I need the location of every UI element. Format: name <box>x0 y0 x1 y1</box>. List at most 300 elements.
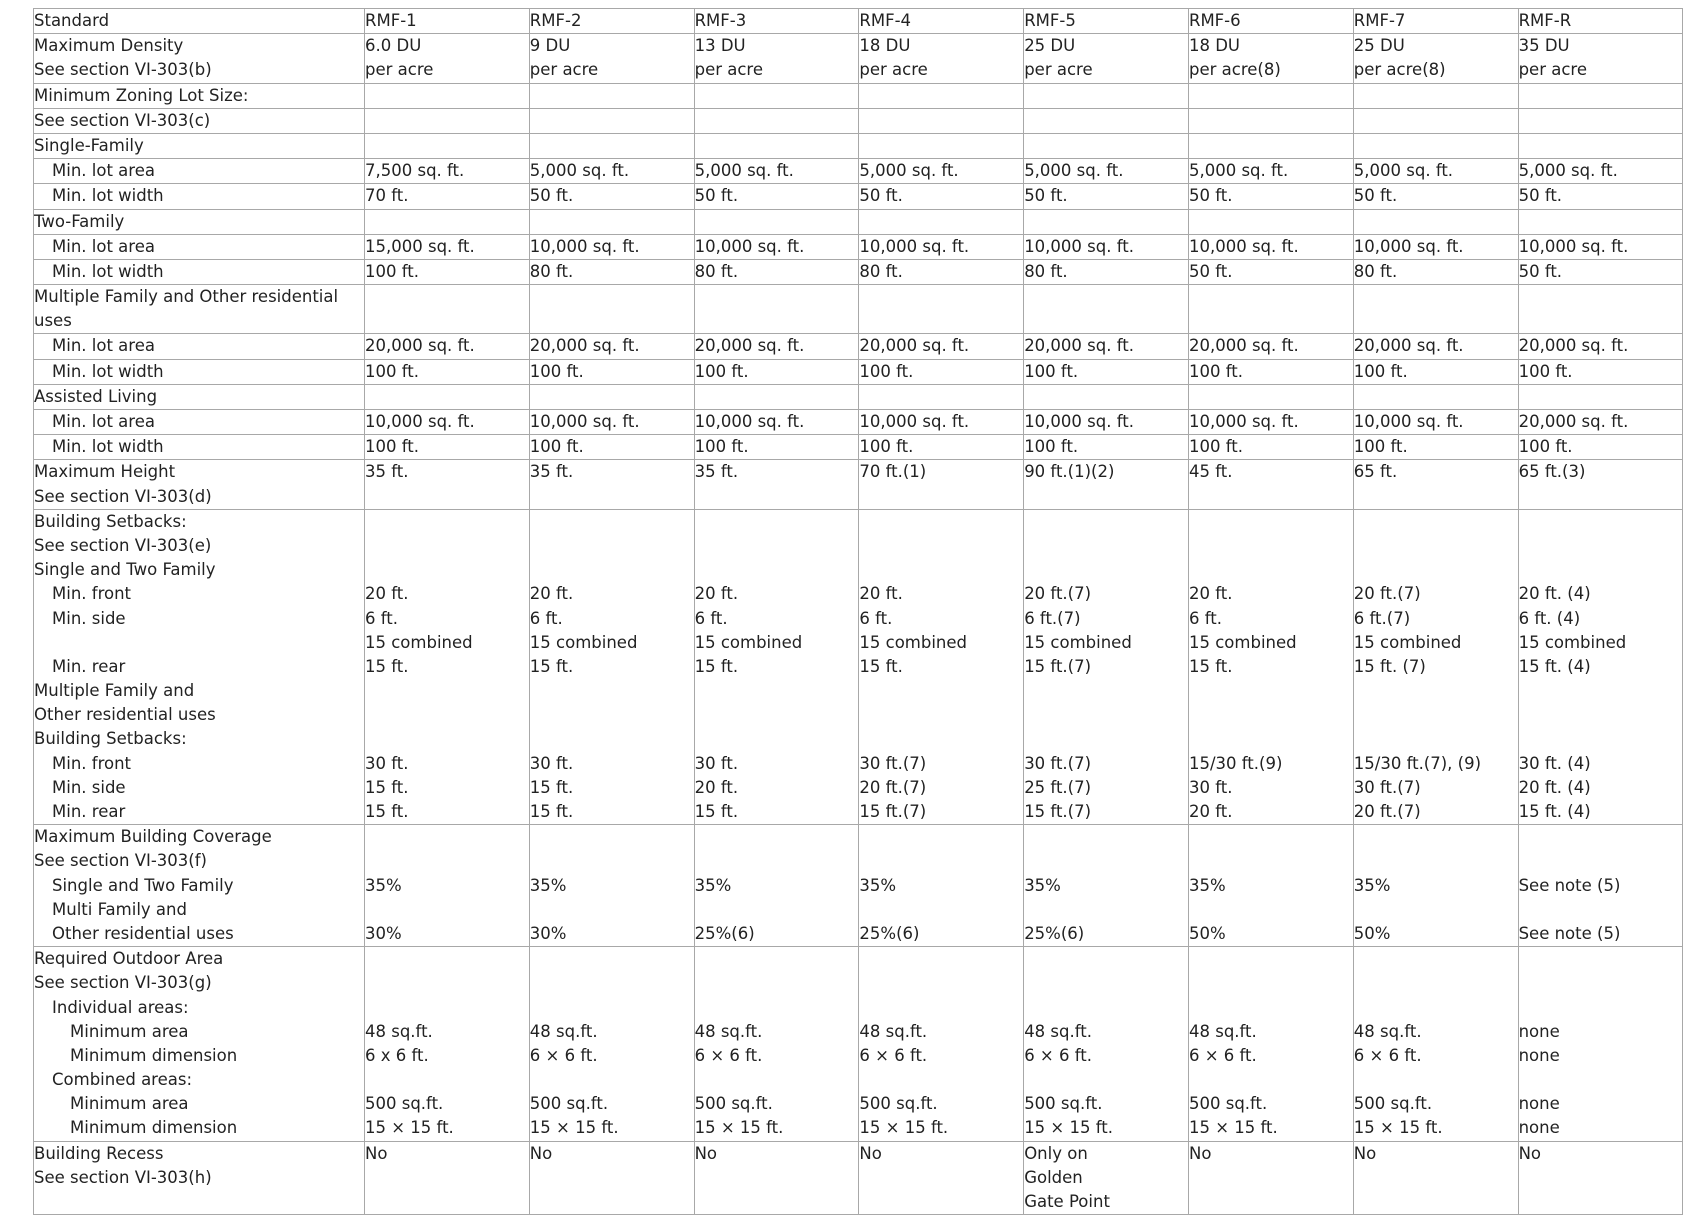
value-cell <box>1188 159 1353 184</box>
value-cell <box>1353 384 1518 409</box>
cell-value <box>859 996 1023 1020</box>
cell-value: 20 ft.(7) <box>1353 802 1421 821</box>
standard-label: uses <box>34 311 72 331</box>
standard-cell <box>34 259 365 284</box>
cell-value: 35% <box>365 875 402 895</box>
cell-value <box>1519 534 1683 558</box>
cell-value: 6 × 6 ft. <box>859 1045 928 1065</box>
cell-value: 48 sq.ft. <box>529 1021 598 1041</box>
cell-value: per acre <box>1024 60 1093 80</box>
cell-value: 48 sq.ft. <box>1353 1021 1422 1041</box>
cell-value: 20 ft. <box>859 584 903 604</box>
cell-value: 15 combined <box>529 632 638 652</box>
table-row <box>34 184 1683 209</box>
value-cell <box>1188 947 1353 1142</box>
value-cell <box>1518 509 1683 824</box>
standard-label <box>34 1190 364 1214</box>
header-zone <box>365 9 530 34</box>
value-cell <box>859 384 1024 409</box>
cell-value: 100 ft. <box>694 437 749 457</box>
cell-value <box>1024 510 1188 534</box>
value-cell <box>529 509 694 824</box>
cell-value: 50 ft. <box>694 186 739 206</box>
value-cell <box>1518 159 1683 184</box>
cell-value <box>1354 898 1518 922</box>
header-label: RMF-5 <box>1024 11 1076 30</box>
standard-label: Combined areas: <box>52 1070 193 1090</box>
standard-label: Min. lot width <box>52 186 164 206</box>
cell-value <box>365 971 529 995</box>
header-zone <box>529 9 694 34</box>
cell-value <box>365 679 529 703</box>
cell-value <box>859 971 1023 995</box>
cell-value <box>859 898 1023 922</box>
value-cell <box>694 259 859 284</box>
cell-value: Only on <box>1024 1143 1088 1163</box>
cell-value: 10,000 sq. ft. <box>1188 412 1299 431</box>
cell-value: 6.0 DU <box>365 36 422 56</box>
value-cell <box>1518 259 1683 284</box>
cell-value: 10,000 sq. ft. <box>1518 236 1629 256</box>
value-cell <box>1518 384 1683 409</box>
cell-value: 100 ft. <box>1518 361 1573 381</box>
value-cell <box>1024 285 1189 334</box>
cell-value: No <box>1518 1143 1542 1163</box>
table-row <box>34 34 1683 83</box>
cell-value <box>859 558 1023 582</box>
cell-value: 10,000 sq. ft. <box>1024 236 1134 256</box>
standard-label: Min. front <box>52 584 132 604</box>
value-cell <box>859 1141 1024 1215</box>
cell-value <box>1354 558 1518 582</box>
value-cell <box>859 159 1024 184</box>
cell-value: none <box>1518 1021 1560 1041</box>
cell-value <box>1189 898 1353 922</box>
cell-value: 25%(6) <box>694 923 755 943</box>
standard-cell <box>34 234 365 259</box>
cell-value <box>859 849 1023 873</box>
cell-value: 6 ft. <box>859 608 893 628</box>
cell-value <box>1519 947 1683 971</box>
table-row <box>34 947 1683 1142</box>
value-cell <box>694 334 859 359</box>
cell-value: none <box>1518 1045 1560 1065</box>
value-cell <box>694 209 859 234</box>
standard-label: See section VI-303(g) <box>34 973 212 993</box>
cell-value: 50 ft. <box>1188 186 1233 206</box>
standard-label: Min. lot area <box>52 161 155 181</box>
cell-value <box>695 534 859 558</box>
cell-value: 6 ft. <box>694 608 728 628</box>
cell-value: 15 ft. (4) <box>1518 656 1591 676</box>
standard-label <box>34 631 364 655</box>
cell-value: 20 ft. <box>365 584 409 604</box>
value-cell <box>1188 384 1353 409</box>
cell-value <box>695 510 859 534</box>
cell-value <box>365 825 529 849</box>
cell-value: 15 ft. <box>529 656 574 676</box>
cell-value <box>1519 849 1683 873</box>
standard-label: Min. lot area <box>52 336 155 356</box>
cell-value <box>365 534 529 558</box>
cell-value: 35 ft. <box>365 462 409 482</box>
value-cell <box>859 133 1024 158</box>
standard-cell <box>34 285 365 334</box>
cell-value: 25 DU <box>1353 36 1405 56</box>
standard-label: Min. side <box>52 777 126 797</box>
value-cell <box>694 108 859 133</box>
cell-value: 100 ft. <box>694 361 749 381</box>
header-label: RMF-2 <box>529 11 582 30</box>
value-cell <box>1024 133 1189 158</box>
value-cell <box>694 285 859 334</box>
cell-value <box>859 703 1023 727</box>
standard-label: See section VI-303(b) <box>34 60 212 80</box>
cell-value <box>859 825 1023 849</box>
cell-value: 6 ft. <box>1188 608 1222 628</box>
standard-cell <box>34 825 365 947</box>
header-label: RMF-7 <box>1353 11 1406 30</box>
cell-value <box>365 727 529 751</box>
value-cell <box>1188 34 1353 83</box>
cell-value <box>859 727 1023 751</box>
value-cell <box>1353 334 1518 359</box>
cell-value: 15 ft. <box>694 802 739 821</box>
cell-value <box>1024 825 1188 849</box>
value-cell <box>1353 410 1518 435</box>
standard-cell <box>34 83 365 108</box>
cell-value <box>530 971 694 995</box>
value-cell <box>1353 285 1518 334</box>
value-cell <box>1353 234 1518 259</box>
cell-value: 65 ft. <box>1353 462 1398 482</box>
cell-value: 5,000 sq. ft. <box>529 161 630 181</box>
value-cell <box>859 359 1024 384</box>
cell-value <box>530 510 694 534</box>
value-cell <box>1353 825 1518 947</box>
table-row <box>34 234 1683 259</box>
cell-value: 100 ft. <box>859 437 914 457</box>
cell-value <box>1354 971 1518 995</box>
cell-value <box>530 1068 694 1092</box>
standard-label: Required Outdoor Area <box>34 949 224 969</box>
cell-value <box>695 558 859 582</box>
cell-value: per acre(8) <box>1353 60 1446 80</box>
value-cell <box>859 410 1024 435</box>
cell-value: 10,000 sq. ft. <box>1353 236 1464 256</box>
value-cell <box>365 285 530 334</box>
standard-label: See section VI-303(e) <box>34 535 212 555</box>
cell-value: 48 sq.ft. <box>365 1021 433 1041</box>
standard-cell <box>34 384 365 409</box>
cell-value <box>530 558 694 582</box>
cell-value: 15 ft.(7) <box>1024 802 1092 821</box>
value-cell <box>859 83 1024 108</box>
value-cell <box>859 234 1024 259</box>
cell-value: 35% <box>529 875 567 895</box>
standard-label: Min. rear <box>52 802 126 821</box>
header-zone <box>1024 9 1189 34</box>
value-cell <box>694 34 859 83</box>
cell-value <box>1519 703 1683 727</box>
cell-value: 50 ft. <box>1024 186 1068 206</box>
value-cell <box>1188 83 1353 108</box>
cell-value: 15 ft. <box>365 777 409 797</box>
cell-value: 100 ft. <box>859 361 914 381</box>
cell-value: 15 × 15 ft. <box>365 1118 454 1138</box>
cell-value <box>695 679 859 703</box>
cell-value <box>1519 1068 1683 1092</box>
cell-value: 15 ft. <box>859 656 903 676</box>
value-cell <box>1518 334 1683 359</box>
standard-label: Min. lot width <box>52 361 164 381</box>
value-cell <box>365 1141 530 1215</box>
standard-cell <box>34 133 365 158</box>
cell-value: 100 ft. <box>1353 361 1408 381</box>
cell-value: 5,000 sq. ft. <box>1024 161 1124 181</box>
cell-value: 20 ft.(7) <box>859 777 927 797</box>
cell-value: 25%(6) <box>859 923 920 943</box>
value-cell <box>1518 108 1683 133</box>
value-cell <box>859 435 1024 460</box>
cell-value: 100 ft. <box>1188 437 1243 457</box>
value-cell <box>1518 825 1683 947</box>
standard-label: Multiple Family and <box>34 681 195 701</box>
value-cell <box>365 359 530 384</box>
cell-value: 80 ft. <box>529 261 574 281</box>
cell-value: 500 sq.ft. <box>694 1094 773 1114</box>
cell-value <box>859 534 1023 558</box>
cell-value: Gate Point <box>1024 1192 1110 1211</box>
cell-value <box>1189 947 1353 971</box>
standard-label: Min. lot area <box>52 236 155 256</box>
cell-value: 20,000 sq. ft. <box>529 336 640 356</box>
cell-value: No <box>529 1143 553 1163</box>
cell-value <box>1024 534 1188 558</box>
value-cell <box>859 108 1024 133</box>
cell-value: No <box>859 1143 882 1163</box>
value-cell <box>1518 133 1683 158</box>
cell-value: 30% <box>529 923 567 943</box>
cell-value <box>695 703 859 727</box>
standard-cell <box>34 460 365 509</box>
value-cell <box>859 460 1024 509</box>
cell-value: 80 ft. <box>1353 261 1398 281</box>
table-row <box>34 159 1683 184</box>
cell-value: No <box>1353 1143 1377 1163</box>
standard-label: Maximum Density <box>34 36 184 56</box>
cell-value <box>365 849 529 873</box>
value-cell <box>529 435 694 460</box>
cell-value <box>1354 727 1518 751</box>
cell-value: Golden <box>1024 1167 1083 1187</box>
value-cell <box>859 259 1024 284</box>
header-label: RMF-3 <box>694 11 747 30</box>
table-row <box>34 83 1683 108</box>
value-cell <box>694 359 859 384</box>
cell-value <box>530 727 694 751</box>
value-cell <box>529 334 694 359</box>
cell-value: 30 ft.(7) <box>1024 753 1092 773</box>
cell-value: 6 × 6 ft. <box>1188 1045 1257 1065</box>
cell-value: 18 DU <box>859 36 911 56</box>
cell-value <box>695 996 859 1020</box>
value-cell <box>365 259 530 284</box>
cell-value: 35 ft. <box>694 462 739 482</box>
cell-value <box>1189 534 1353 558</box>
value-cell <box>529 108 694 133</box>
cell-value: See note (5) <box>1518 923 1621 943</box>
value-cell <box>1024 83 1189 108</box>
cell-value <box>1024 558 1188 582</box>
value-cell <box>1518 83 1683 108</box>
cell-value: 35% <box>1353 875 1391 895</box>
cell-value: 15 ft. <box>694 656 739 676</box>
value-cell <box>1188 410 1353 435</box>
standard-label: Min. lot area <box>52 412 155 431</box>
cell-value: 15 ft. (4) <box>1518 802 1591 821</box>
value-cell <box>1518 184 1683 209</box>
cell-value <box>1024 971 1188 995</box>
cell-value: 20 ft.(7) <box>1024 584 1092 604</box>
value-cell <box>529 825 694 947</box>
cell-value <box>1354 996 1518 1020</box>
cell-value: 80 ft. <box>694 261 739 281</box>
cell-value: 35% <box>694 875 732 895</box>
cell-value <box>695 947 859 971</box>
table-row <box>34 209 1683 234</box>
standard-cell <box>34 509 365 824</box>
value-cell <box>529 184 694 209</box>
value-cell <box>365 509 530 824</box>
cell-value: 15 combined <box>1188 632 1297 652</box>
value-cell <box>1353 184 1518 209</box>
cell-value <box>1024 679 1188 703</box>
value-cell <box>529 133 694 158</box>
cell-value: 20,000 sq. ft. <box>694 336 805 356</box>
value-cell <box>859 209 1024 234</box>
cell-value <box>1024 703 1188 727</box>
cell-value: 500 sq.ft. <box>365 1094 444 1114</box>
standard-label: Two-Family <box>34 211 125 231</box>
cell-value <box>695 727 859 751</box>
standard-cell <box>34 184 365 209</box>
value-cell <box>1353 133 1518 158</box>
cell-value: per acre <box>529 60 599 80</box>
cell-value: 15/30 ft.(9) <box>1188 753 1283 773</box>
cell-value: 70 ft. <box>365 186 409 206</box>
value-cell <box>1024 825 1189 947</box>
cell-value: 35% <box>1188 875 1226 895</box>
cell-value: 18 DU <box>1188 36 1241 56</box>
value-cell <box>365 184 530 209</box>
cell-value: 20 ft. <box>1188 584 1233 604</box>
cell-value: 50% <box>1353 923 1391 943</box>
cell-value: 15 combined <box>859 632 968 652</box>
header-zone <box>694 9 859 34</box>
cell-value: 10,000 sq. ft. <box>694 412 805 431</box>
value-cell <box>1188 184 1353 209</box>
value-cell <box>1518 209 1683 234</box>
value-cell <box>1024 410 1189 435</box>
cell-value: 10,000 sq. ft. <box>1353 412 1464 431</box>
cell-value: No <box>1188 1143 1212 1163</box>
value-cell <box>365 435 530 460</box>
cell-value: 500 sq.ft. <box>1188 1094 1268 1114</box>
header-label: RMF-4 <box>859 11 912 30</box>
cell-value: 50 ft. <box>859 186 903 206</box>
cell-value <box>1189 703 1353 727</box>
standard-cell <box>34 108 365 133</box>
cell-value <box>1024 849 1188 873</box>
cell-value: 500 sq.ft. <box>1353 1094 1433 1114</box>
value-cell <box>1024 947 1189 1142</box>
cell-value: 100 ft. <box>1024 361 1079 381</box>
cell-value: 100 ft. <box>365 261 419 281</box>
cell-value: 5,000 sq. ft. <box>1353 161 1454 181</box>
value-cell <box>1024 159 1189 184</box>
value-cell <box>1353 359 1518 384</box>
value-cell <box>529 83 694 108</box>
standard-cell <box>34 1141 365 1215</box>
value-cell <box>365 334 530 359</box>
cell-value: 15 × 15 ft. <box>1188 1118 1278 1138</box>
value-cell <box>1024 384 1189 409</box>
header-label: RMF-1 <box>365 11 417 30</box>
value-cell <box>529 234 694 259</box>
cell-value: 10,000 sq. ft. <box>859 236 970 256</box>
value-cell <box>365 83 530 108</box>
cell-value: 45 ft. <box>1188 462 1233 482</box>
cell-value: 20 ft. (4) <box>1518 777 1591 797</box>
cell-value: 50 ft. <box>1518 261 1563 281</box>
cell-value <box>530 996 694 1020</box>
header-zone <box>1353 9 1518 34</box>
standard-label: Min. front <box>52 753 132 773</box>
value-cell <box>1353 83 1518 108</box>
standard-label: See section VI-303(c) <box>34 110 211 130</box>
cell-value: 100 ft. <box>1024 437 1079 457</box>
cell-value <box>1189 679 1353 703</box>
standard-label: See section VI-303(h) <box>34 1167 212 1187</box>
cell-value: 6 ft. (4) <box>1518 608 1581 628</box>
cell-value: 20 ft. <box>1188 802 1233 821</box>
value-cell <box>1188 234 1353 259</box>
cell-value: 20 ft. <box>694 777 739 797</box>
cell-value: 5,000 sq. ft. <box>859 161 959 181</box>
cell-value: 30 ft. <box>694 753 739 773</box>
value-cell <box>694 384 859 409</box>
standard-label: Building Recess <box>34 1143 164 1163</box>
value-cell <box>1518 34 1683 83</box>
cell-value <box>1519 825 1683 849</box>
value-cell <box>529 209 694 234</box>
cell-value: 20 ft. <box>694 584 739 604</box>
cell-value: 25 DU <box>1024 36 1076 56</box>
value-cell <box>1353 259 1518 284</box>
cell-value: 20,000 sq. ft. <box>1518 336 1629 356</box>
value-cell <box>1353 34 1518 83</box>
cell-value: 15 × 15 ft. <box>859 1118 949 1138</box>
standard-label: Maximum Building Coverage <box>34 827 272 847</box>
cell-value: 13 DU <box>694 36 746 56</box>
standard-label: Min. side <box>52 608 126 628</box>
cell-value: 100 ft. <box>365 361 419 381</box>
cell-value <box>1024 898 1188 922</box>
cell-value: 15 ft. (7) <box>1353 656 1426 676</box>
standard-label: Assisted Living <box>34 386 158 406</box>
table-row <box>34 359 1683 384</box>
